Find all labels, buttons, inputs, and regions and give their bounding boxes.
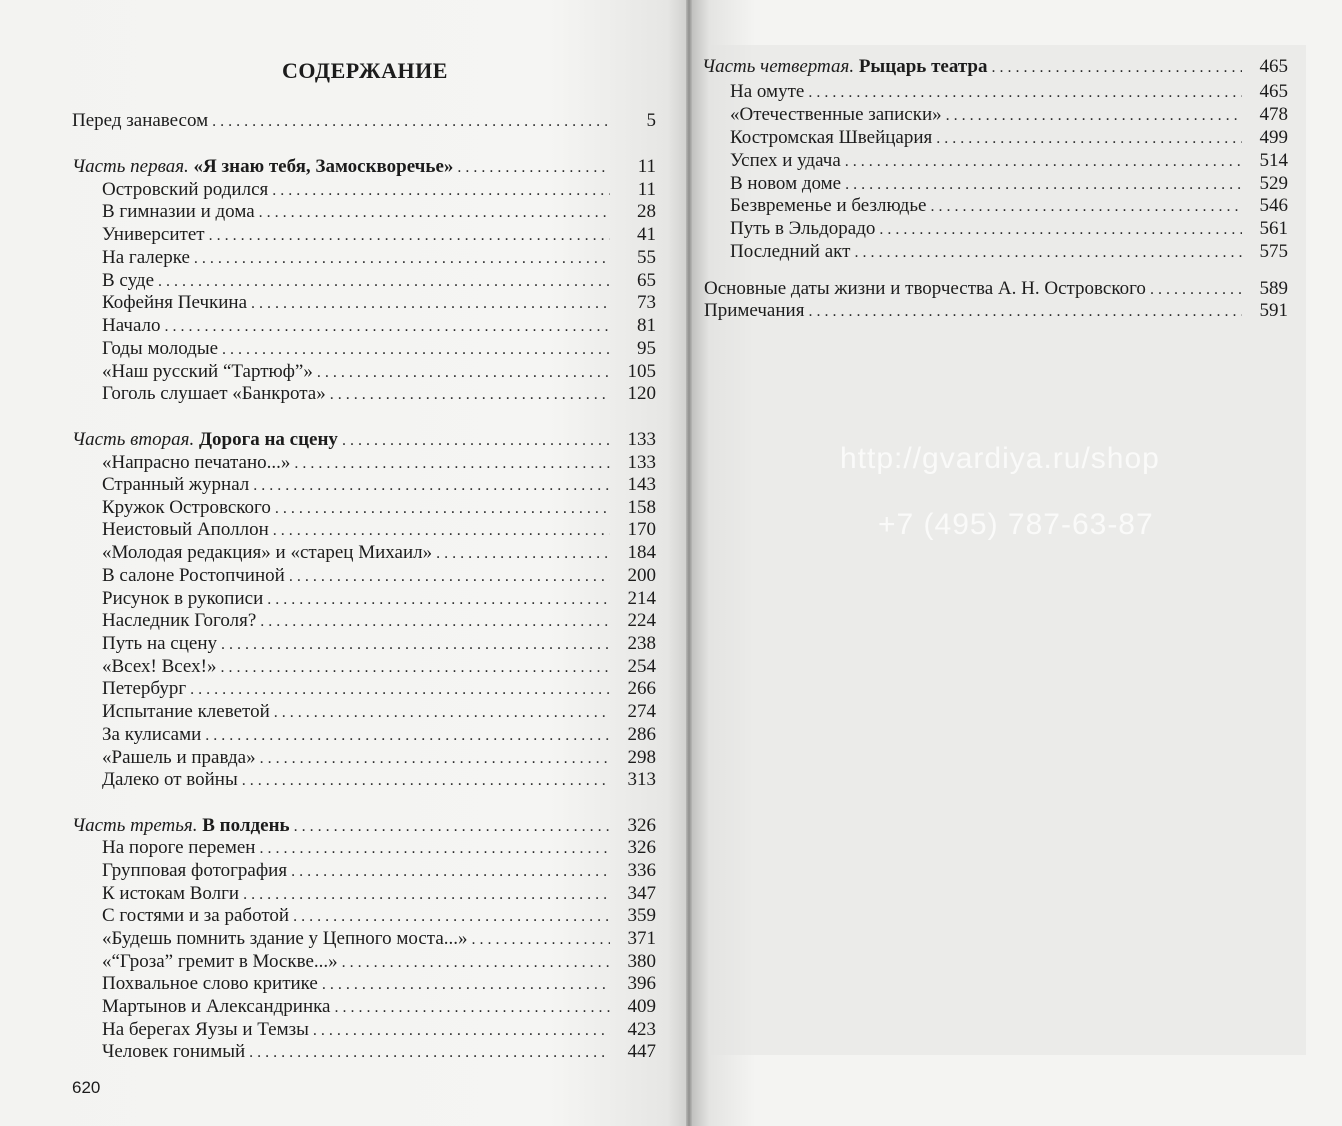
dot-leader <box>259 201 610 224</box>
toc-page-number: 28 <box>637 201 656 222</box>
toc-entry <box>102 927 656 950</box>
toc-part-heading <box>72 155 656 178</box>
toc-entry-title: Начало <box>102 315 161 336</box>
toc-page-number: 73 <box>637 292 656 313</box>
toc-page-number: 380 <box>627 951 656 972</box>
toc-entry-title: За кулисами <box>102 724 202 745</box>
page-title: СОДЕРЖАНИЕ <box>282 58 448 83</box>
toc-page-number: 313 <box>627 769 656 790</box>
toc-page-number: 298 <box>627 747 656 768</box>
toc-page-number: 396 <box>627 973 656 994</box>
toc-entry-title: «Будешь помнить здание у Цепного моста...» <box>102 928 468 949</box>
toc-entry-title: На галерке <box>102 247 190 268</box>
dot-leader <box>194 247 610 270</box>
toc-page-number: 5 <box>646 110 656 131</box>
toc-entry <box>102 995 656 1018</box>
toc-entry-title: Гоголь слушает «Банкрота» <box>102 383 326 404</box>
page-number: 620 <box>72 1078 101 1097</box>
toc-entry-title: На берегах Яузы и Темзы <box>102 1019 309 1040</box>
dot-leader <box>259 837 610 860</box>
toc-entry-title: Путь в Эльдорадо <box>730 218 876 239</box>
toc-entry <box>102 1018 656 1041</box>
book-gutter <box>686 0 692 1126</box>
dot-leader <box>267 588 610 611</box>
dot-leader <box>243 883 610 906</box>
toc-entry <box>102 360 656 383</box>
toc-entry <box>730 194 1288 217</box>
dot-leader <box>221 633 610 656</box>
part-number: Часть вторая. <box>72 429 195 450</box>
toc-entry <box>730 217 1288 240</box>
toc-page-number: 326 <box>627 815 656 836</box>
right-page <box>690 0 1342 1126</box>
toc-page-number: 41 <box>637 224 656 245</box>
toc-page-number: 105 <box>627 361 656 382</box>
toc-entry <box>102 314 656 337</box>
dot-leader <box>936 127 1242 150</box>
toc-entry <box>102 677 656 700</box>
toc-page-number: 589 <box>1259 278 1288 299</box>
part-number: Часть первая. <box>72 156 189 177</box>
dot-leader <box>342 429 610 452</box>
toc-entry <box>102 723 656 746</box>
toc-page-number: 347 <box>627 883 656 904</box>
toc-page-number: 95 <box>637 338 656 359</box>
bleed-through-url: http://gvardiya.ru/shop <box>840 442 1160 475</box>
toc-page-number: 170 <box>627 519 656 540</box>
toc-page-number: 55 <box>637 247 656 268</box>
toc-page-number: 158 <box>627 497 656 518</box>
toc-entry-title: Петербург <box>102 678 187 699</box>
toc-page-number: 200 <box>627 565 656 586</box>
toc-page-number: 326 <box>627 837 656 858</box>
toc-entry <box>102 337 656 360</box>
dot-leader <box>220 656 610 679</box>
toc-page-number: 514 <box>1259 150 1288 171</box>
toc-entry-title: Безвременье и безлюдье <box>730 195 927 216</box>
toc-entry <box>102 518 656 541</box>
toc-entry-title: Рисунок в рукописи <box>102 588 264 609</box>
toc-page-number: 465 <box>1259 81 1288 102</box>
toc-entry-title: В салоне Ростопчиной <box>102 565 285 586</box>
toc-entry <box>102 246 656 269</box>
toc-entry <box>102 496 656 519</box>
toc-entry-title: Годы молодые <box>102 338 219 359</box>
toc-page-number: 409 <box>627 996 656 1017</box>
toc-entry-title: «Рашель и правда» <box>102 747 256 768</box>
toc-entry <box>730 172 1288 195</box>
toc-page-number: 266 <box>627 678 656 699</box>
dot-leader <box>992 56 1243 79</box>
dot-leader <box>845 173 1242 196</box>
dot-leader <box>190 678 610 701</box>
toc-entry-title: Успех и удача <box>730 150 841 171</box>
toc-entry <box>730 149 1288 172</box>
dot-leader <box>946 104 1242 127</box>
toc-page-number: 214 <box>627 588 656 609</box>
dot-leader <box>294 815 610 838</box>
toc-part-label <box>72 814 290 837</box>
dot-leader <box>322 973 610 996</box>
toc-entry-title: На пороге перемен <box>102 837 256 858</box>
dot-leader <box>808 81 1242 104</box>
toc-entry-title: С гостями и за работой <box>102 905 290 926</box>
toc-entry-title: «Напрасно печатано...» <box>102 452 291 473</box>
toc-page-number: 286 <box>627 724 656 745</box>
toc-part-label <box>702 55 988 78</box>
toc-entry-title: Групповая фотография <box>102 860 288 881</box>
toc-entry <box>102 746 656 769</box>
toc-entry-title: Примечания <box>704 300 805 321</box>
dot-leader <box>291 860 610 883</box>
toc-entry <box>72 109 656 132</box>
toc-entry-title: «Наш русский “Тартюф”» <box>102 361 313 382</box>
dot-leader <box>335 996 611 1019</box>
dot-leader <box>293 905 610 928</box>
dot-leader <box>260 610 610 633</box>
part-title: Рыцарь театра <box>858 56 988 77</box>
toc-page-number: 478 <box>1259 104 1288 125</box>
toc-entry-title: Островский родился <box>102 179 269 200</box>
dot-leader <box>272 179 610 202</box>
toc-page-number: 561 <box>1259 218 1288 239</box>
toc-entry-title: Кофейня Печкина <box>102 292 248 313</box>
toc-page-number: 81 <box>637 315 656 336</box>
toc-page-number: 591 <box>1259 300 1288 321</box>
toc-entry <box>102 587 656 610</box>
toc-entry <box>102 200 656 223</box>
toc-page-number: 133 <box>627 429 656 450</box>
part-title: «Я знаю тебя, Замоскворечье» <box>193 156 454 177</box>
toc-entry <box>102 859 656 882</box>
toc-entry-title: Похвальное слово критике <box>102 973 318 994</box>
toc-page-number: 65 <box>637 270 656 291</box>
toc-entry <box>730 80 1288 103</box>
toc-entry <box>102 972 656 995</box>
toc-entry-title: «Всех! Всех!» <box>102 656 217 677</box>
dot-leader <box>879 218 1242 241</box>
toc-entry-title: Странный журнал <box>102 474 250 495</box>
toc-entry <box>102 836 656 859</box>
toc-page-number: 371 <box>627 928 656 949</box>
toc-entry-title: «Молодая редакция» и «старец Михаил» <box>102 542 433 563</box>
dot-leader <box>457 156 610 179</box>
dot-leader <box>275 497 610 520</box>
dot-leader <box>317 361 610 384</box>
toc-part-heading <box>72 814 656 837</box>
toc-entry-title: Мартынов и Александринка <box>102 996 331 1017</box>
toc-entry <box>102 882 656 905</box>
dot-leader <box>274 701 610 724</box>
dot-leader <box>158 270 610 293</box>
toc-entry-title: Путь на сцену <box>102 633 217 654</box>
toc-entry <box>102 451 656 474</box>
dot-leader <box>273 519 610 542</box>
toc-entry <box>102 564 656 587</box>
toc-entry-title: Кружок Островского <box>102 497 271 518</box>
toc-page-number: 499 <box>1259 127 1288 148</box>
toc-entry-title: Неистовый Аполлон <box>102 519 269 540</box>
dot-leader <box>165 315 610 338</box>
toc-entry-title: Далеко от войны <box>102 769 238 790</box>
toc-page-number: 274 <box>627 701 656 722</box>
dot-leader <box>330 383 610 406</box>
toc-entry <box>102 382 656 405</box>
toc-part-heading <box>72 428 656 451</box>
toc-entry <box>102 609 656 632</box>
toc-entry-title: Перед занавесом <box>72 110 209 131</box>
dot-leader <box>845 150 1242 173</box>
toc-entry <box>704 277 1288 300</box>
dot-leader <box>289 565 610 588</box>
toc-entry <box>102 904 656 927</box>
dot-leader <box>251 292 610 315</box>
toc-part-heading <box>702 55 1288 78</box>
toc-page-number: 184 <box>627 542 656 563</box>
toc-entry-title: В новом доме <box>730 173 842 194</box>
toc-entry <box>102 768 656 791</box>
dot-leader <box>930 195 1242 218</box>
toc-entry <box>102 632 656 655</box>
toc-entry-title: В гимназии и дома <box>102 201 255 222</box>
toc-page-number: 254 <box>627 656 656 677</box>
toc-page-number: 336 <box>627 860 656 881</box>
toc-page-number: 359 <box>627 905 656 926</box>
toc-entry-title: К истокам Волги <box>102 883 240 904</box>
dot-leader <box>222 338 610 361</box>
toc-entry <box>704 299 1288 322</box>
toc-entry-title: Наследник Гоголя? <box>102 610 257 631</box>
toc-page-number: 224 <box>627 610 656 631</box>
dot-leader <box>436 542 610 565</box>
toc-page-number: 546 <box>1259 195 1288 216</box>
part-number: Часть четвертая. <box>702 56 855 77</box>
dot-leader <box>342 951 610 974</box>
toc-page-number: 133 <box>627 452 656 473</box>
toc-entry <box>102 178 656 201</box>
dot-leader <box>808 300 1242 323</box>
toc-entry <box>730 126 1288 149</box>
toc-entry <box>102 950 656 973</box>
toc-entry <box>102 1040 656 1063</box>
bleed-through-phone: +7 (495) 787-63-87 <box>878 508 1154 541</box>
dot-leader <box>1150 278 1242 301</box>
toc-entry-title: Университет <box>102 224 205 245</box>
dot-leader <box>242 769 610 792</box>
toc-entry-title: Основные даты жизни и творчества А. Н. Островского <box>704 278 1146 299</box>
toc-page-number: 11 <box>637 179 656 200</box>
toc-page-number: 238 <box>627 633 656 654</box>
toc-entry <box>102 473 656 496</box>
toc-entry-title: Костромская Швейцария <box>730 127 933 148</box>
dot-leader <box>294 452 610 475</box>
toc-part-label <box>72 155 453 178</box>
toc-page-number: 423 <box>627 1019 656 1040</box>
toc-page-number: 11 <box>637 156 656 177</box>
toc-page-number: 465 <box>1259 56 1288 77</box>
toc-entry <box>102 700 656 723</box>
toc-entry-title: «“Гроза” гремит в Москве...» <box>102 951 338 972</box>
toc-entry <box>102 223 656 246</box>
toc-entry-title: Человек гонимый <box>102 1041 246 1062</box>
toc-entry-title: «Отечественные записки» <box>730 104 942 125</box>
dot-leader <box>205 724 610 747</box>
toc-page-number: 575 <box>1259 241 1288 262</box>
toc-entry-title: В суде <box>102 270 155 291</box>
dot-leader <box>854 241 1242 264</box>
dot-leader <box>209 224 610 247</box>
toc-entry-title: На омуте <box>730 81 805 102</box>
dot-leader <box>472 928 610 951</box>
toc-page-number: 120 <box>627 383 656 404</box>
dot-leader <box>260 747 610 770</box>
toc-part-label <box>72 428 338 451</box>
toc-entry <box>730 240 1288 263</box>
toc-entry <box>102 541 656 564</box>
toc-page-number: 447 <box>627 1041 656 1062</box>
toc-page-number: 529 <box>1259 173 1288 194</box>
dot-leader <box>253 474 610 497</box>
toc-page-number: 143 <box>627 474 656 495</box>
part-title: В полдень <box>202 815 290 836</box>
toc-entry-title: Последний акт <box>730 241 851 262</box>
toc-entry <box>102 655 656 678</box>
toc-entry-title: Испытание клеветой <box>102 701 270 722</box>
dot-leader <box>313 1019 610 1042</box>
part-number: Часть третья. <box>72 815 198 836</box>
dot-leader <box>212 110 610 133</box>
dot-leader <box>249 1041 610 1064</box>
toc-entry <box>102 291 656 314</box>
toc-entry <box>102 269 656 292</box>
toc-entry <box>730 103 1288 126</box>
part-title: Дорога на сцену <box>198 429 338 450</box>
